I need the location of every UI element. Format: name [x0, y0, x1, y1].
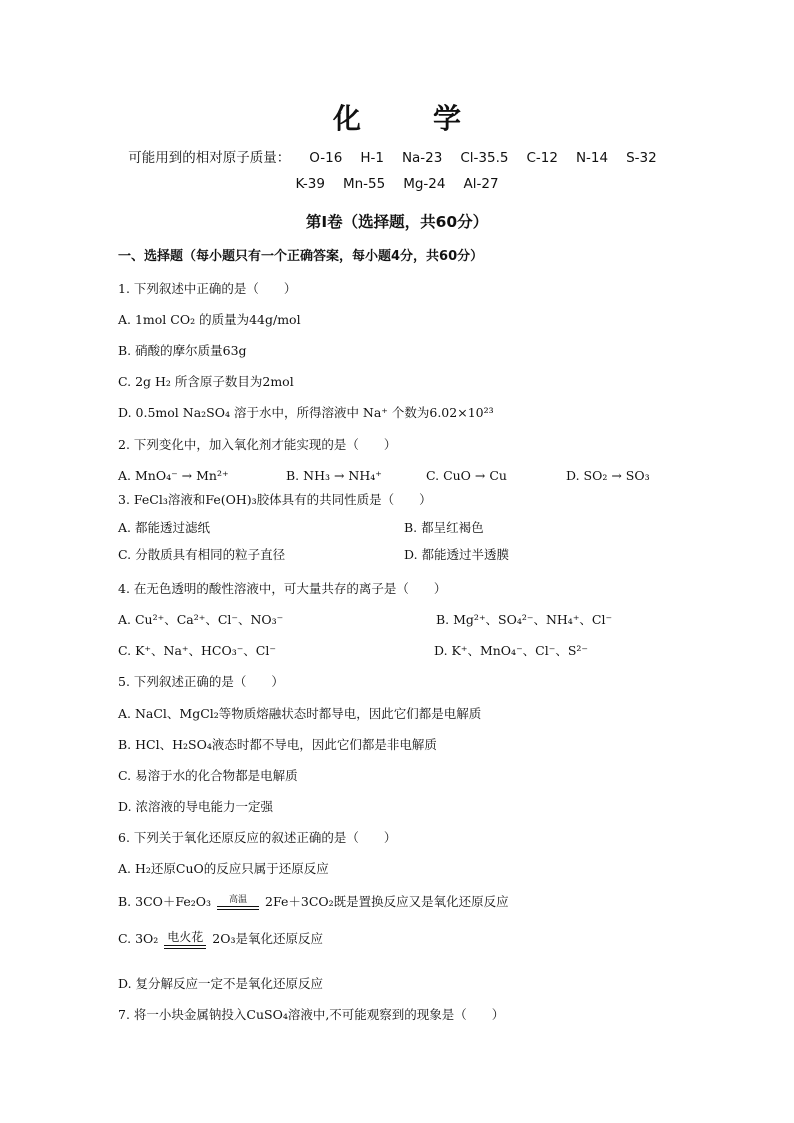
atomic-mass-item: Al-27: [463, 176, 499, 192]
q3-option-d: D. 都能透过半透膜: [404, 547, 510, 562]
atomic-mass-item: Cl-35.5: [460, 150, 509, 166]
q4-option-a: A. Cu²⁺、Ca²⁺、Cl⁻、NO₃⁻: [118, 612, 284, 627]
q3-option-c: C. 分散质具有相同的粒子直径: [118, 547, 286, 562]
q2-option-c: C. CuO → Cu: [426, 468, 507, 483]
reaction-arrow-high-temp: [217, 895, 259, 910]
q6-option-c: [118, 930, 323, 949]
q2-stem: 2. 下列变化中，加入氧化剂才能实现的是（ ）: [118, 437, 397, 452]
atomic-mass-item: Na-23: [401, 150, 443, 166]
part-heading: 一、选择题（每小题只有一个正确答案，每小题4分，共60分）: [118, 249, 484, 264]
q4-stem: 4. 在无色透明的酸性溶液中，可大量共存的离子是（ ）: [118, 581, 447, 596]
reaction-condition-label: 电火花: [167, 929, 204, 944]
atomic-mass-item: K-39: [295, 176, 325, 192]
q2-option-b: B. NH₃ → NH₄⁺: [286, 468, 382, 483]
equals-sign-bar: [164, 945, 206, 949]
q5-option-a: A. NaCl、MgCl₂等物质熔融状态时都导电，因此它们都是电解质: [118, 706, 482, 721]
q5-stem: 5. 下列叙述正确的是（ ）: [118, 674, 284, 689]
q2-option-d: D. SO₂ → SO₃: [566, 468, 650, 483]
reaction-arrow-spark: [164, 931, 206, 949]
atomic-mass-item: Mg-24: [403, 176, 446, 192]
q1-option-b: B. 硝酸的摩尔质量63g: [118, 343, 247, 358]
atomic-mass-line-1: [0, 146, 794, 166]
q3-option-b: B. 都呈红褐色: [404, 520, 484, 535]
q6-stem: 6. 下列关于氧化还原反应的叙述正确的是（ ）: [118, 830, 397, 845]
q6-option-d: D. 复分解反应一定不是氧化还原反应: [118, 976, 324, 991]
q1-option-d: D. 0.5mol Na₂SO₄ 溶于水中，所得溶液中 Na⁺ 个数为6.02×10²³: [118, 405, 494, 420]
q2-option-a: A. MnO₄⁻ → Mn²⁺: [118, 468, 229, 483]
title-char-1: 化: [332, 102, 361, 135]
equals-sign-bar: [217, 906, 259, 910]
q5-option-b: B. HCl、H₂SO₄液态时都不导电，因此它们都是非电解质: [118, 737, 437, 752]
atomic-mass-item: H-1: [360, 150, 384, 166]
atomic-mass-item: N-14: [575, 150, 609, 166]
q6-option-b-products: 2Fe＋3CO₂既是置换反应又是氧化还原反应: [265, 894, 509, 909]
q4-option-b: B. Mg²⁺、SO₄²⁻、NH₄⁺、Cl⁻: [436, 612, 613, 627]
atomic-mass-line-2: [0, 176, 794, 192]
q5-option-c: C. 易溶于水的化合物都是电解质: [118, 768, 298, 783]
page-title: [0, 97, 794, 137]
atomic-mass-item: C-12: [526, 150, 558, 166]
q3-option-a: A. 都能透过滤纸: [118, 520, 210, 535]
q1-option-a: A. 1mol CO₂ 的质量为44g/mol: [118, 312, 301, 327]
q4-option-d: D. K⁺、MnO₄⁻、Cl⁻、S²⁻: [434, 643, 588, 658]
q6-option-a: A. H₂还原CuO的反应只属于还原反应: [118, 861, 329, 876]
reaction-condition-label: 高温: [229, 895, 248, 905]
q1-stem: 1. 下列叙述中正确的是（ ）: [118, 281, 297, 296]
q3-stem: 3. FeCl₃溶液和Fe(OH)₃胶体具有的共同性质是（ ）: [118, 492, 432, 507]
q6-option-b-reactants: B. 3CO＋Fe₂O₃: [118, 894, 212, 909]
title-char-2: 学: [433, 102, 462, 135]
q6-option-c-products: 2O₃是氧化还原反应: [212, 931, 323, 946]
q1-option-c: C. 2g H₂ 所含原子数目为2mol: [118, 374, 294, 389]
q7-stem: 7. 将一小块金属钠投入CuSO₄溶液中,不可能观察到的现象是（ ）: [118, 1007, 505, 1022]
atomic-mass-item: Mn-55: [342, 176, 386, 192]
q5-option-d: D. 浓溶液的导电能力一定强: [118, 799, 274, 814]
atomic-mass-item: O-16: [309, 150, 343, 166]
atomic-mass-label: 可能用到的相对原子质量：: [128, 150, 291, 166]
atomic-mass-item: S-32: [626, 150, 657, 166]
section-title: 第Ⅰ卷（选择题，共60分）: [305, 213, 489, 231]
q4-option-c: C. K⁺、Na⁺、HCO₃⁻、Cl⁻: [118, 643, 276, 658]
q6-option-b: [118, 893, 509, 911]
q6-option-c-reactants: C. 3O₂: [118, 931, 159, 946]
